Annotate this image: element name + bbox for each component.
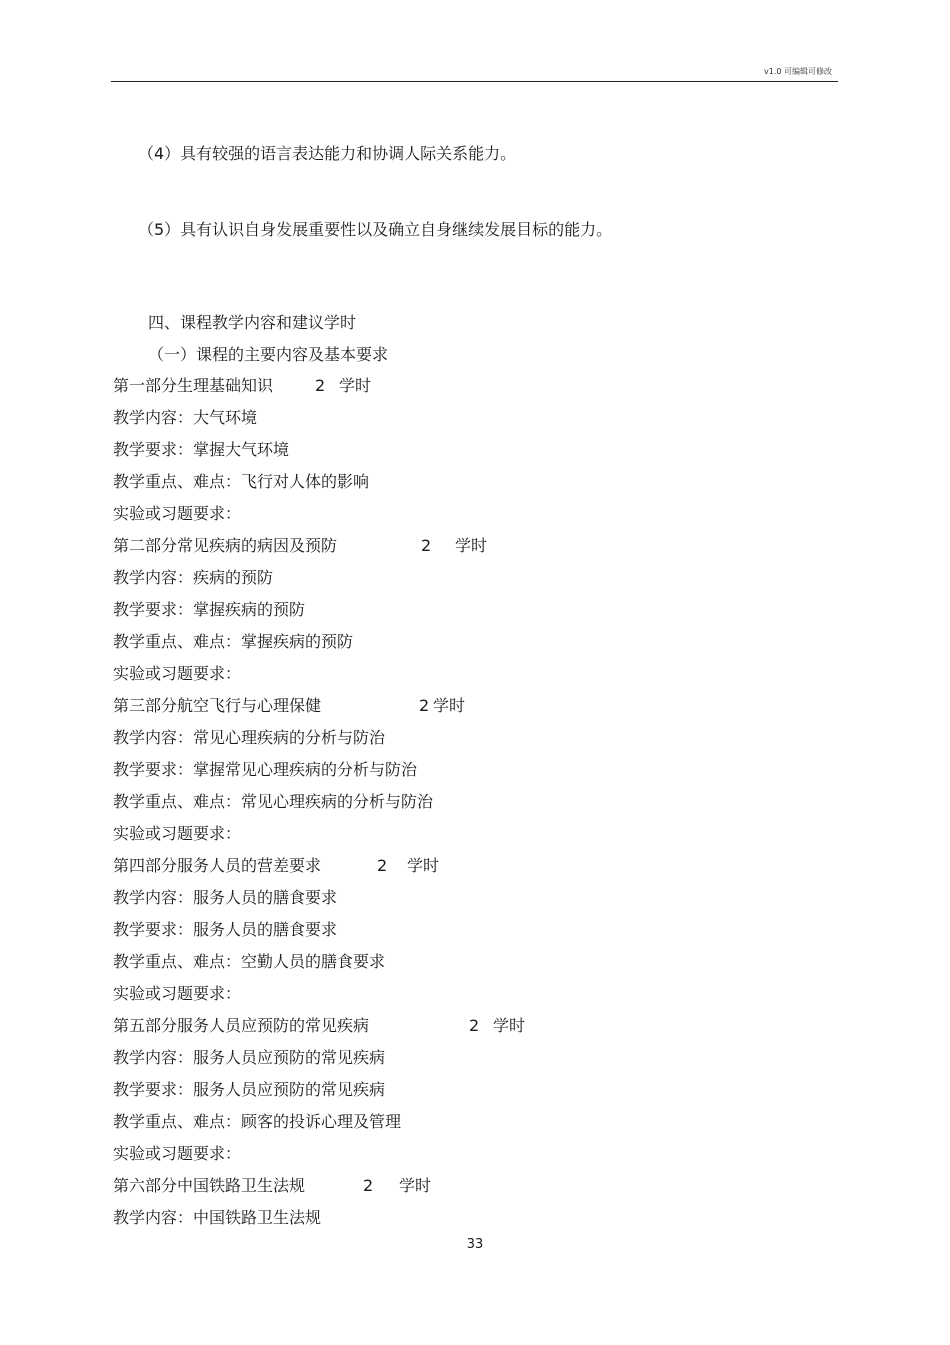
part-hours: 2 (421, 536, 432, 555)
part-hours: 2 (469, 1016, 480, 1035)
part-title: 第五部分服务人员应预防的常见疾病 (113, 1016, 370, 1035)
part-content: 教学内容：服务人员应预防的常见疾病 (113, 1048, 386, 1067)
header-rule (111, 81, 838, 82)
header-version: v1.0 可编辑可修改 (764, 67, 832, 76)
part-heading (113, 376, 433, 408)
part-content: 教学内容：常见心理疾病的分析与防治 (113, 728, 386, 747)
part-hours: 2 (315, 376, 326, 395)
part-title: 第三部分航空飞行与心理保健 (113, 696, 322, 715)
part-exercise: 实验或习题要求： (113, 984, 242, 1003)
part-focus: 教学重点、难点：常见心理疾病的分析与防治 (113, 792, 434, 811)
part-title: 第二部分常见疾病的病因及预防 (113, 536, 338, 555)
ability-item-4: （4）具有较强的语言表达能力和协调人际关系能力。 (138, 144, 517, 163)
part-unit: 学时 (339, 376, 372, 395)
part-exercise: 实验或习题要求： (113, 1144, 242, 1163)
part-heading (113, 1016, 526, 1048)
part-requirement: 教学要求：掌握疾病的预防 (113, 600, 306, 619)
part-heading (113, 536, 488, 568)
part-exercise: 实验或习题要求： (113, 824, 242, 843)
part-content: 教学内容：疾病的预防 (113, 568, 274, 587)
part-focus: 教学重点、难点：飞行对人体的影响 (113, 472, 370, 491)
part-heading (113, 1176, 433, 1208)
part-title: 第一部分生理基础知识 (113, 376, 274, 395)
part-focus: 教学重点、难点：掌握疾病的预防 (113, 632, 354, 651)
part-title: 第四部分服务人员的营差要求 (113, 856, 322, 875)
course-parts (113, 376, 526, 1240)
part-unit: 学时 (455, 536, 488, 555)
part-unit: 学时 (407, 856, 440, 875)
part-requirement: 教学要求：掌握常见心理疾病的分析与防治 (113, 760, 418, 779)
part-requirement: 教学要求：掌握大气环境 (113, 440, 290, 459)
part-content: 教学内容：服务人员的膳食要求 (113, 888, 338, 907)
part-heading (113, 856, 440, 888)
section-title: 四、课程教学内容和建议学时 (148, 313, 357, 332)
part-unit: 学时 (399, 1176, 432, 1195)
part-focus: 教学重点、难点：空勤人员的膳食要求 (113, 952, 386, 971)
part-unit: 学时 (493, 1016, 526, 1035)
part-heading (113, 696, 466, 728)
part-focus: 教学重点、难点：顾客的投诉心理及管理 (113, 1112, 402, 1131)
subsection-title: （一）课程的主要内容及基本要求 (148, 345, 389, 364)
part-hours: 2 (377, 856, 388, 875)
ability-item-5: （5）具有认识自身发展重要性以及确立自身继续发展目标的能力。 (138, 220, 613, 239)
part-requirement: 教学要求：服务人员应预防的常见疾病 (113, 1080, 386, 1099)
part-content: 教学内容：大气环境 (113, 408, 258, 427)
page-number: 33 (466, 1237, 484, 1252)
part-title: 第六部分中国铁路卫生法规 (113, 1176, 306, 1195)
part-hours: 2 (419, 696, 430, 715)
part-requirement: 教学要求：服务人员的膳食要求 (113, 920, 338, 939)
part-exercise: 实验或习题要求： (113, 664, 242, 683)
part-hours: 2 (363, 1176, 374, 1195)
part-exercise: 实验或习题要求： (113, 504, 242, 523)
part-unit: 学时 (433, 696, 466, 715)
part-content: 教学内容：中国铁路卫生法规 (113, 1208, 322, 1227)
